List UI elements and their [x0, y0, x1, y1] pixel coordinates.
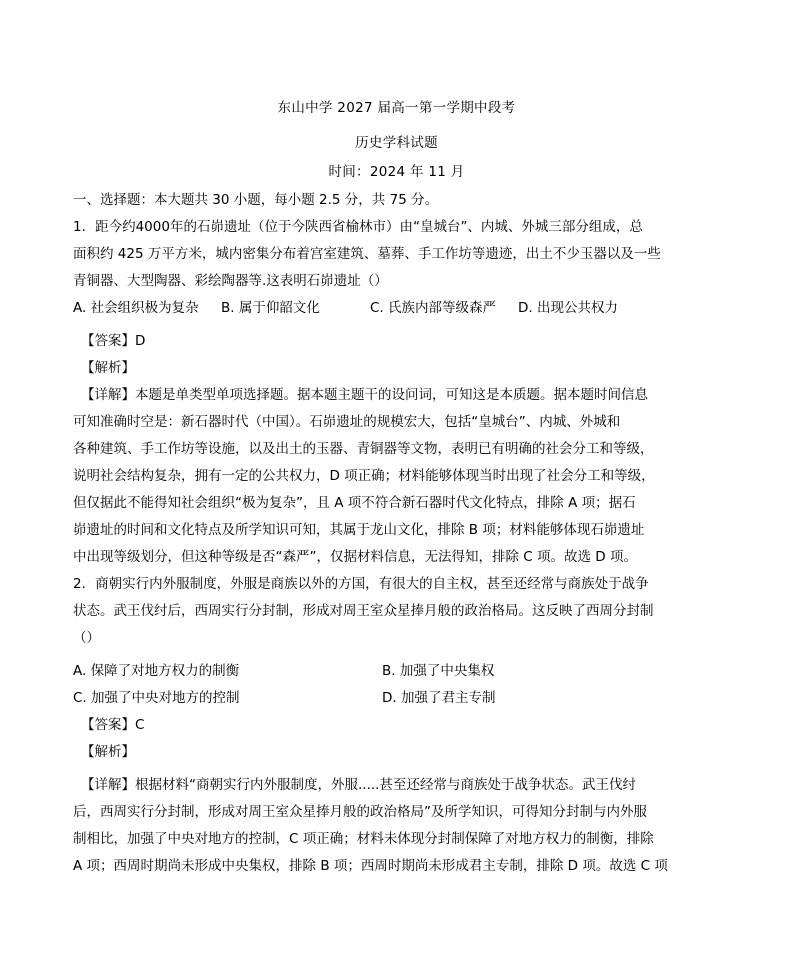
subject-title: 历史学科试题	[355, 135, 438, 151]
detail-line: 中出现等级划分，但这种等级是否“森严”，仅据材料信息，无法得知，排除 C 项。故选 D 项。	[73, 549, 637, 565]
question-2	[73, 571, 688, 880]
detail-line: 峁遗址的时间和文化特点及所学知识可知，其属于龙山文化，排除 B 项；材料能够体现石峁遗址	[73, 522, 645, 538]
question-options	[73, 685, 688, 712]
question-1	[73, 214, 688, 571]
detail-line: 说明社会结构复杂，拥有一定的公共权力，D 项正确；材料能够体现当时出现了社会分工和等级，	[73, 468, 655, 484]
question-stem-line: 状态。武王伐纣后，西周实行分封制，形成对周王室众星捧月般的政治格局。这反映了西周分封制	[73, 603, 654, 619]
exam-date: 时间：2024 年 11 月	[328, 164, 465, 180]
detail-line: A 项；西周时期尚未形成中央集权，排除 B 项；西周时期尚未形成君主专制，排除 D 项。故选 C 项	[73, 858, 668, 874]
school-exam-title: 东山中学 2027 届高一第一学期中段考	[277, 100, 516, 116]
detail-line: 各种建筑、手工作坊等设施，以及出土的玉器、青铜器等文物，表明已有明确的社会分工和等级，	[73, 441, 654, 457]
question-stem-line: 青铜器、大型陶器、彩绘陶器等.这表明石峁遗址（）	[73, 273, 388, 289]
section-heading: 一、选择题：本大题共 30 小题，每小题 2.5 分，共 75 分。	[73, 192, 439, 208]
detail-line: 后，西周实行分封制，形成对周王室众星捧月般的政治格局”及所学知识，可得知分封制与内外服	[73, 804, 647, 820]
option-c: C. 加强了中央对地方的控制	[73, 690, 240, 706]
question-stem-line: （）	[73, 630, 100, 646]
question-options	[73, 295, 688, 322]
option-a: A. 保障了对地方权力的制衡	[73, 663, 240, 679]
question-options	[73, 658, 688, 685]
analysis-label: 【解析】	[81, 744, 135, 760]
option-b: B. 加强了中央集权	[382, 663, 495, 679]
option-d: D. 加强了君主专制	[382, 690, 496, 706]
exam-content	[73, 187, 688, 880]
answer-label: 【答案】C	[81, 717, 145, 733]
question-stem-line: 面积约 425 万平方米，城内密集分布着宫室建筑、墓葬、手工作坊等遗迹，出土不少玉器以及一些	[73, 246, 661, 262]
detail-line: 【详解】根据材料“商朝实行内外服制度，外服.....甚至还经常与商族处于战争状态。武王伐纣	[81, 777, 636, 793]
detail-line: 可知准确时空是：新石器时代（中国）。石峁遗址的规模宏大，包括“皇城台”、内城、外城和	[73, 414, 621, 430]
answer-label: 【答案】D	[81, 333, 146, 349]
option-b: B. 属于仰韶文化	[221, 300, 320, 316]
analysis-label: 【解析】	[81, 360, 135, 376]
detail-line: 【详解】本题是单类型单项选择题。据本题主题干的设问词，可知这是本质题。据本题时间信息	[81, 387, 648, 403]
question-stem-line: 1．距今约4000年的石峁遗址（位于今陕西省榆林市）由“皇城台”、内城、外城三部分组成，总	[73, 219, 643, 235]
option-d: D. 出现公共权力	[518, 300, 618, 316]
option-a: A. 社会组织极为复杂	[73, 300, 199, 316]
option-c: C. 氏族内部等级森严	[370, 300, 497, 316]
detail-line: 制相比，加强了中央对地方的控制，C 项正确；材料未体现分封制保障了对地方权力的制衡，排除	[73, 831, 654, 847]
detail-line: 但仅据此不能得知社会组织“极为复杂”，且 A 项不符合新石器时代文化特点，排除 A 项；据石	[73, 495, 636, 511]
question-stem-line: 2．商朝实行内外服制度，外服是商族以外的方国，有很大的自主权，甚至还经常与商族处于战争	[73, 576, 649, 592]
